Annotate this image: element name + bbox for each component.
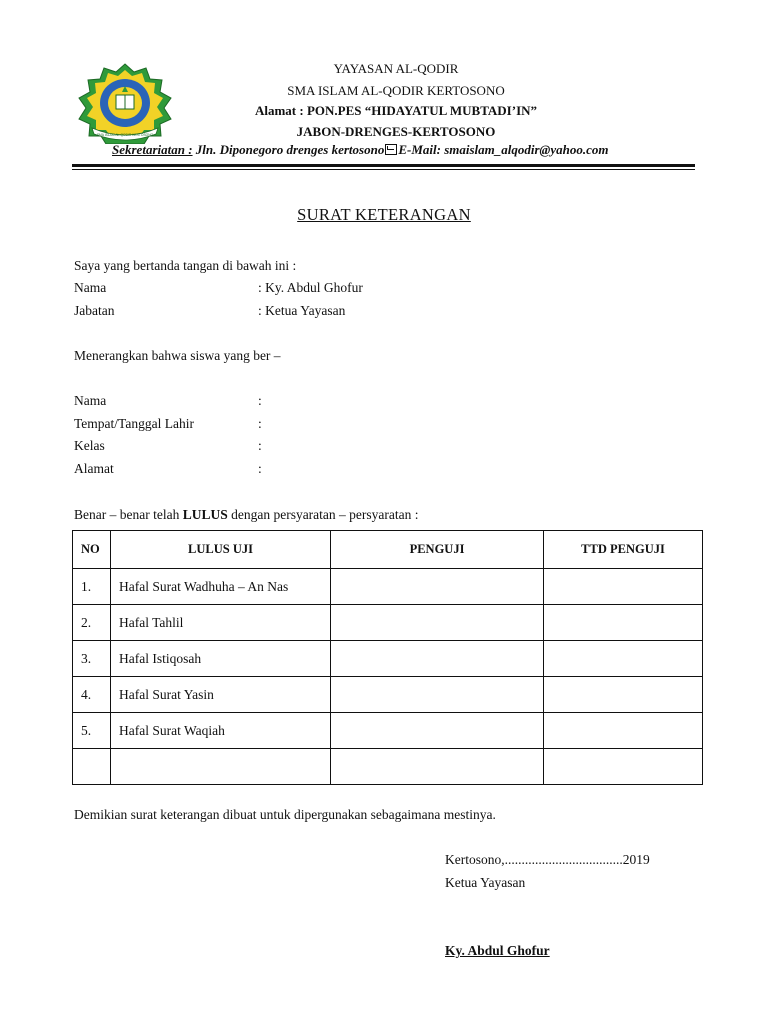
row-number: 4. [73,677,111,713]
student-class-value: : [258,438,262,453]
mail-icon [385,144,397,155]
signatory-position-label: Jabatan [74,303,115,318]
student-class-label: Kelas [74,438,105,453]
row-examiner [331,677,544,713]
organization-name: YAYASAN AL-QODIR [333,61,459,76]
letterhead-rule-thick [72,164,695,167]
row-signature [544,569,703,605]
header-no: NO [73,531,111,569]
school-name: SMA ISLAM AL-QODIR KERTOSONO [287,83,505,98]
table-header-row [73,531,703,569]
row-signature [544,713,703,749]
row-test [111,749,331,785]
document-title: SURAT KETERANGAN [297,205,471,224]
pass-statement [74,506,419,524]
row-number: 2. [73,605,111,641]
row-number [73,749,111,785]
school-address [12,100,768,122]
intro-text: Saya yang bertanda tangan di bawah ini : [74,258,297,273]
header-test: LULUS UJI [111,531,331,569]
row-test: Hafal Istiqosah [111,641,331,677]
row-test: Hafal Surat Yasin [111,677,331,713]
signer-name: Ky. Abdul Ghofur [445,943,550,958]
row-examiner [331,569,544,605]
address-value: PON.PES “HIDAYATUL MUBTADI’IN” [303,103,538,118]
secretariat-label: Sekretariatan : [112,142,193,157]
student-address-label: Alamat [74,461,114,476]
row-test: Hafal Surat Wadhuha – An Nas [111,569,331,605]
student-address-value: : [258,461,262,476]
requirements-table [72,530,703,785]
table-row [73,677,703,713]
school-city: JABON-DRENGES-KERTOSONO [296,124,496,139]
table-row [73,569,703,605]
row-number: 5. [73,713,111,749]
row-signature [544,605,703,641]
statement-text: Menerangkan bahwa siswa yang ber – [74,348,281,363]
row-signature [544,749,703,785]
signatory-name-value: : Ky. Abdul Ghofur [258,280,363,295]
row-examiner [331,713,544,749]
row-signature [544,641,703,677]
letterhead-rule-thin [72,169,695,170]
address-label: Alamat : [254,103,304,118]
student-birth-value: : [258,416,262,431]
secretariat-value: Jln. Diponegoro drenges kertosono [192,142,385,157]
closing-text: Demikian surat keterangan dibuat untuk dipergunakan sebagaimana mestinya. [74,807,496,822]
header-examiner: PENGUJI [331,531,544,569]
table-row-empty [73,749,703,785]
row-examiner [331,641,544,677]
row-test: Hafal Tahlil [111,605,331,641]
header-signature: TTD PENGUJI [544,531,703,569]
email-value: E-Mail: smaislam_alqodir@yahoo.com [398,142,609,157]
student-birth-label: Tempat/Tanggal Lahir [74,416,194,431]
row-number: 3. [73,641,111,677]
student-name-value: : [258,393,262,408]
secretariat-line [112,142,712,158]
signatory-position-value: : Ketua Yayasan [258,303,346,318]
row-examiner [331,605,544,641]
table-row [73,641,703,677]
row-signature [544,677,703,713]
pass-bold: LULUS [182,507,228,522]
row-test: Hafal Surat Waqiah [111,713,331,749]
row-number: 1. [73,569,111,605]
signatory-name-label: Nama [74,280,107,295]
row-examiner [331,749,544,785]
table-row [73,713,703,749]
logo-banner-text: SMA ISLAM AL-QODIR KERTOSONO [96,133,154,137]
place-date: Kertosono,...................................2019 [445,852,650,867]
signer-role: Ketua Yayasan [445,875,526,890]
pass-pre: Benar – benar telah [74,507,183,522]
pass-post: dengan persyaratan – persyaratan : [227,507,419,522]
table-row [73,605,703,641]
student-name-label: Nama [74,393,107,408]
